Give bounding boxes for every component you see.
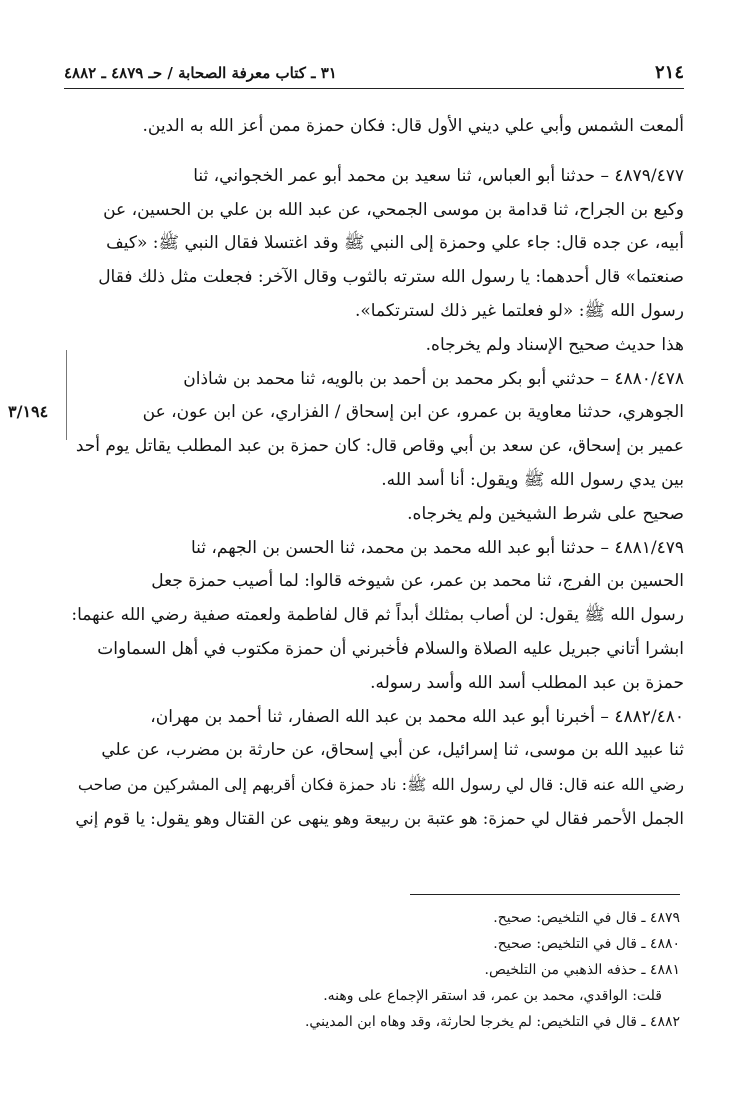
text-line: حمزة بن عبد المطلب أسد الله وأسد رسوله. <box>370 672 684 693</box>
text-line: رسول الله ﷺ يقول: لن أصاب بمثلك أبداً ثم قال لفاطمة ولعمته صفية رضي الله عنهما: <box>71 605 684 626</box>
text-line: رضي الله عنه قال: قال لي رسول الله ﷺ: ناد حمزة فكان أقربهم إلى المشركين من صاحب <box>77 775 684 795</box>
text-line: ألمعت الشمس وأبي علي ديني الأول قال: فكان حمزة ممن أعز الله به الدين. <box>142 116 684 136</box>
marginal-reference: ٣/١٩٤ <box>8 402 49 421</box>
text-line: ابشرا أتاني جبريل عليه الصلاة والسلام فأخبرني أن حمزة مكتوب في أهل السماوات <box>97 638 684 659</box>
text-line: ثنا عبيد الله بن موسى، ثنا إسرائيل، عن أبي إسحاق، عن حارثة بن مضرب، عن علي <box>101 740 684 761</box>
footnotes <box>64 905 680 1035</box>
footnote-4879: ٤٨٧٩ ـ قال في التلخيص: صحيح. <box>493 910 680 926</box>
text-line: رسول الله ﷺ: «لو فعلتما غير ذلك لسترتكما». <box>354 300 684 321</box>
text-line: بين يدي رسول الله ﷺ ويقول: أنا أسد الله. <box>381 469 684 490</box>
footnote-4882: ٤٨٨٢ ـ قال في التلخيص: لم يخرجا لحارثة، وقد وهاه ابن المديني. <box>304 1014 680 1030</box>
page-header <box>64 62 684 89</box>
main-text <box>64 110 684 836</box>
text-line: الحسين بن الفرج، ثنا محمد بن عمر، عن شيوخه قالوا: لما أصيب حمزة جعل <box>151 571 684 592</box>
running-title: ٣١ ـ كتاب معرفة الصحابة / حـ ٤٨٧٩ ـ ٤٨٨٢ <box>64 64 337 82</box>
text-line: الجمل الأحمر فقال لي حمزة: هو عتبة بن ربيعة وهو ينهى عن القتال وهو يقول: يا قوم إني <box>75 808 684 828</box>
footnote-4881: ٤٨٨١ ـ حذفه الذهبي من التلخيص. <box>484 962 680 978</box>
text-line: الجوهري، حدثنا معاوية بن عمرو، عن ابن إسحاق / الفزاري، عن ابن عون، عن <box>142 402 684 423</box>
footnote-4881-comment: قلت: الواقدي، محمد بن عمر، قد استقر الإجماع على وهنه. <box>323 988 662 1004</box>
hadith-4879-heading-line: ٤٨٧٩/٤٧٧ – حدثنا أبو العباس، ثنا سعيد بن محمد أبو عمر الخجواني، ثنا <box>193 165 684 186</box>
hadith-4880-heading-line: ٤٨٨٠/٤٧٨ – حدثني أبو بكر محمد بن أحمد بن بالويه، ثنا محمد بن شاذان <box>183 368 684 389</box>
grading-line: هذا حديث صحيح الإسناد ولم يخرجاه. <box>425 334 684 355</box>
grading-line: صحيح على شرط الشيخين ولم يخرجاه. <box>407 503 684 524</box>
text-line: عمير بن إسحاق، عن سعد بن أبي وقاص قال: كان حمزة بن عبد المطلب يقاتل يوم أحد <box>75 436 684 457</box>
text-line: صنعتما» قال أحدهما: يا رسول الله سترته بالثوب وقال الآخر: فجعلت مثل ذلك فقال <box>98 267 684 288</box>
text-line: وكيع بن الجراح، ثنا قدامة بن موسى الجمحي، عن عبد الله بن علي بن الحسين، عن <box>103 199 684 220</box>
page-number: ٢١٤ <box>654 62 684 83</box>
hadith-4882-heading-line: ٤٨٨٢/٤٨٠ – أخبرنا أبو عبد الله محمد بن عبد الله الصفار، ثنا أحمد بن مهران، <box>150 706 684 727</box>
footnote-separator <box>410 894 680 895</box>
hadith-4881-heading-line: ٤٨٨١/٤٧٩ – حدثنا أبو عبد الله محمد بن محمد، ثنا الحسن بن الجهم، ثنا <box>190 537 684 558</box>
footnote-4880: ٤٨٨٠ ـ قال في التلخيص: صحيح. <box>493 936 680 952</box>
text-line: أبيه، عن جده قال: جاء علي وحمزة إلى النبي ﷺ وقد اغتسلا فقال النبي ﷺ: «كيف <box>106 233 684 254</box>
